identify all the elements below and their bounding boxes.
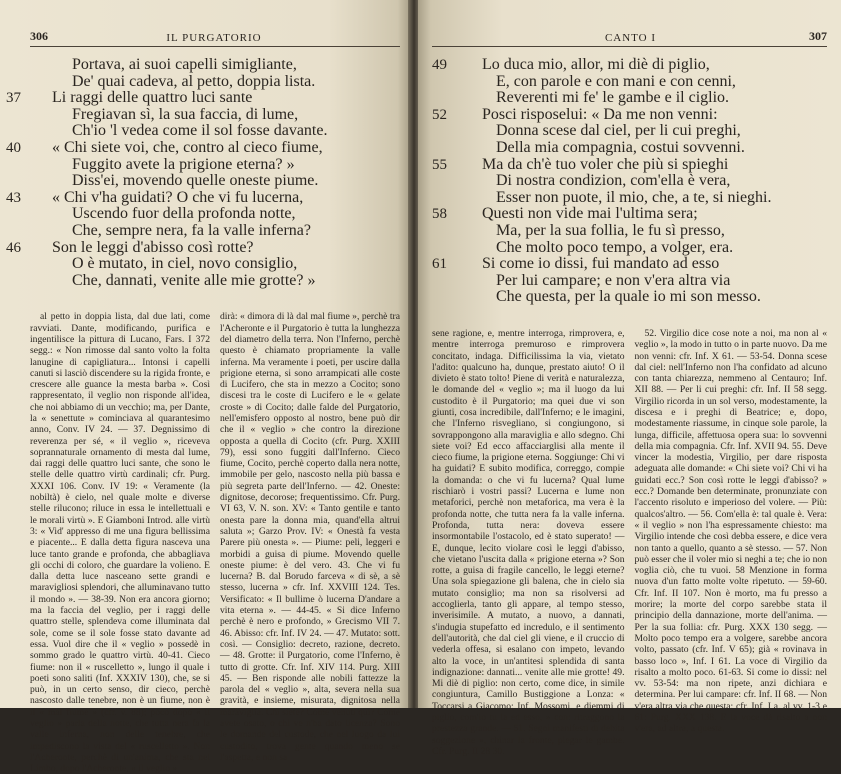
verse-text: Posci risposelui: « Da me non venni: <box>482 105 718 123</box>
verses-left <box>6 56 400 289</box>
verse-text: « Chi v'ha guidati? O che vi fu lucerna, <box>52 188 304 206</box>
verse-number: 43 <box>6 189 21 206</box>
verse-line <box>30 273 400 290</box>
verse-text: Che questa, per la quale io mi son messo. <box>496 288 761 306</box>
verse-line <box>30 157 400 174</box>
verse-text: Fuggito avete la prigione eterna? » <box>72 155 295 173</box>
verse-text: Questi non vide mai l'ultima sera; <box>482 205 698 223</box>
verse-number: 49 <box>432 57 447 73</box>
commentary-text: sene ragione, e, mentre interroga, rimprovera, e, mentre interroga premuroso e rimprovera concitato, indaga. Difficilissima la via, vietato l'adito: qualcuno ha, dunque, prestato aiuto! O il divieto è stato tolto! Piene di verità e naturalezza, le domande del « veglio »; ma il luogo da lui custodito è il Purgatorio; ma quei due vi son giunti, cosa incredibile, dall'Inferno; e le imagini, che l'Inferno risvegliano, si congiungono, si sovrappongono alla maraviglia e allo sdegno. Chi siete voi? Ed ecco affacciarglisi alla mente il cieco fiume, la prigione eterna. Soggiunge: Chi vi ha guidati? E subito modifica, correggo, compie la domanda: o che vi fu lucerna? Qual lume rischiarò i vostri passi? Lucerna e lume non metaforici, perchè non metaforica, ma vera è la profonda notte, che tutta nera fa la valle inferna. Profonda, tutta nera: doveva essere insormontabile l'ostacolo, ed è stato superato! — E, dunque, lecito violare così le leggi d'abisso, che vietano l'uscita dalla « prigione eterna »? Son rotte, a guisa di fragile cancello, le leggi eterne? Una sola spiegazione gli balena, che in cielo sia mutato consiglio; ma non sa risolversi ad accoglierla, tanto gli appare, al tempo stesso, inverisimile. A mutato, a nuovo, a dannati, s'indugia stupefatto ed incredulo, e il sentimento dell'autorità, che dal ciel gli viene, e il cruccio di vederla offesa, si esalano con impeto, levando alto la voce, in un'antitesi splendida di santa indignazione: dannati... venite alle mie grotte! 49. Mi diè di piglio: non certo, come dice, in simile congiuntura, Camillo Bustiggione a Lonza: « Toccarsi a Giacomo; Inf. Mossomi, e diemmi di piglio, com'io tu la ed esso, » con: ritraggono la prestezza grande. — 51. Segni manifesti di debita soggezione », chinar la fronte, piegar le gambe. Cfr. Purg. II 28 30. <box>432 327 625 757</box>
commentary-text: dirà: « dimora di là dal mal fiume », perchè tra l'Acheronte e il Purgatorio è tutta la lunghezza del diametro della terra. Non l'Inferno, perchè questo è chiamato propriamente la valle inferna. Ma veramente i poeti, per uscire dalla prigione eterna, si sono arrampicati alle coste di Lucifero, che sta in mezzo a Cocito; sono discesi tra le coste di Lucifero e le « gelate croste » di Cocito; dalle falde del Purgatorio, nell'emisfero opposto al nostro, bene può dir che il « veglio » che contro la direzione opposta a quella di Cocito (cfr. Purg. XXIII 79), essi sono fuggiti dall'Inferno. Cieco fiume, Cocito, perchè coperto dalla nera notte, immobile per gelo, nascosto nella più bassa e più segreta parte dell'Inferno. — 42. Oneste: dignitose, decorose; frequentissimo. Cfr. Purg. VI 63, V. N. son. XV: « Tanto gentile e tanto onesta pare la donna mia, quand'ella altrui saluta »; Garzo Prov. IV: « Onestà fa vesta Parere più onesta ». — Piume: peli, leggeri e morbidi a guisa di piume. Movendo quelle oneste piume: è del vero. 43. Che vi fu lucerna? B. dal Borudo farceva « di sè, a sè stesso, lucerna » cfr. Inf. XXVIII 124. Tes. Versificato: « Il bullime ò lucerna D'andare a vita eterna ». — 44-45. « Si dice Inferno perchè è nero e profondo, » Grecismo VII 7. 46. Abisso: cfr. Inf. IV 24. — 47. Mutato: sott. così. — Consiglio: decreto, razione, decreto. — 48. Grotte: il Purgatorio, come l'Inferno, è tutto di grotte. Cfr. Inf. XIV 114. Purg. XIII 45. — Ben risponde alle nobili fattezze la parola del « veglio », alta, severa nella sua gravità, e insieme, misurata, dignitosa nella maraviglia. Chi siete? Come venuti qui? Come avete osato, o chi ve n'ha dato licenza? Sono le domande del custode, che nel luogo da lui custodito, trova gente quando meno se l'aspetta, e non sa <box>220 311 400 763</box>
verse-text: Reverenti mi fe' le gambe e il ciglio. <box>496 89 730 107</box>
verse-line <box>432 90 827 107</box>
verse-line <box>432 240 827 257</box>
verse-text: Per lui campare; e non v'era altra via <box>496 271 731 289</box>
commentary-right <box>432 327 827 757</box>
running-title-right: CANTO I <box>604 32 657 44</box>
verse-number: 46 <box>6 239 21 256</box>
verse-line <box>6 89 400 107</box>
verse-text: Che molto poco tempo, a volger, era. <box>496 238 734 256</box>
commentary-column <box>220 311 400 763</box>
verse-text: Ch'io 'l vedea come il sol fosse davante. <box>72 122 328 140</box>
verse-line <box>432 140 827 157</box>
verse-line <box>30 123 400 140</box>
verse-number: 37 <box>6 90 21 107</box>
verse-line <box>432 173 827 190</box>
commentary-text: 52. Virgilio dice cose note a noi, ma non al « veglio », la modo in tutto o in parte nuovo. Da me non venni: cfr. Inf. X 61. — 53-54. Donna scese dal ciel: nell'Inferno non l'ha confidato ad alcuno con tanta chiarezza, nemmeno al Centauro; Inf. XII 88. — Per li cui preghi: cfr. Inf. II 58 segg. Virgilio ricorda in un sol verso, modestamente, la discesa e i preghi di Beatrice; e, dopo, modestamente riassume, in cinque sole parole, la lunga, difficile, affettuosa opera sua: lo sovvenni della mia compagnia. Cfr. Inf. XVII 94. 55. Deve vincer la modestia, Virgilio, per dare risposta adeguata alle domande: « Chi siete voi? Chi vi ha guidati ecc.? Son così rotte le leggi d'abisso? » ecc.? Domande ben determinate, pronunziate con l'accento risoluto e imperioso del volere. — Più: qualcos'altro. — 56. Com'ella è: tal quale è. Vera: « il veglio » non l'ha espressamente chiesto: ma Virgilio intende che così debba essere, e dice vera non tanto a quello, quanto a sè stesso. — 57. Non può esser che il voler mio si neghi a te; che io non voglia ciò, che tu vuoi. 58 Menzione in forma nuova d'un fatto molte volte ripetuto. — 59-60. Cfr. Inf. II 107. Non è morto, ma fu presso a morire; la morte del corpo sarebbe stata il principio della dannazione, morte dell'anima. — Per la sua follia: cfr. Purg. XXX 130 segg. — Molto poco tempo era a volgere, sarebbe ancora volto, passato (cfr. Inf. V 65); già « rovinava in basso loco », Inf. I 61. La voce di Virgilio da risalto a molto poco. 61-63. Si come io dissi: nel vv. 53-54: ma non ripete, anzi dichiara e determina. Per lui campare: cfr. Inf. II 68. — Non v'era altra via che questa: cfr. Inf. I a. al vv. 1-3 e 61: Purg. XXX 138. E la voce dà risalto a non v'era, ad altra, a questa. <box>634 327 827 735</box>
verse-text: Di nostra condizion, com'ella è vera, <box>496 172 731 190</box>
verse-text: Fregiavan sì, la sua faccia, di lume, <box>72 105 299 123</box>
verse-number: 55 <box>432 156 447 173</box>
verse-line <box>6 138 400 157</box>
verse-line <box>432 57 827 74</box>
verse-line <box>432 256 827 273</box>
verse-line <box>30 206 400 223</box>
verse-line <box>30 74 400 91</box>
verse-text: Ma da ch'è tuo voler che più si spieghi <box>482 155 729 173</box>
verse-number: 52 <box>432 106 447 123</box>
verse-text: Della mia compagnia, costui sovvenni. <box>496 138 745 156</box>
verse-line <box>30 107 400 124</box>
page-number-left: 306 <box>30 29 48 43</box>
verse-text: Son le leggi d'abisso così rotte? <box>52 238 254 256</box>
verse-text: Ma, per la sua follia, le fu sì presso, <box>496 221 725 239</box>
verses-right <box>432 57 827 306</box>
left-page-header <box>30 18 400 47</box>
verse-text: Si come io dissi, fui mandato ad esso <box>482 255 720 273</box>
commentary-column <box>30 311 210 774</box>
verse-text: « Chi siete voi, che, contro al cieco fiume, <box>52 138 323 156</box>
commentary-column <box>432 327 625 757</box>
running-title-left: IL PURGATORIO <box>166 32 262 44</box>
verse-line <box>6 188 400 207</box>
page-number-right: 307 <box>808 29 827 43</box>
left-page <box>0 0 410 774</box>
verse-number: 61 <box>432 256 447 273</box>
verse-line <box>30 57 400 74</box>
verse-line <box>432 74 827 91</box>
verse-text: Lo duca mio, allor, mi diè di piglio, <box>482 56 710 73</box>
verse-number: 58 <box>432 206 447 223</box>
commentary-text: al petto in doppia lista, dal due lati, come ravviati. Dante, modificando, purifica e ingentilisce la pittura di Lucano, Fars. I 372 segg.: « Non rimosse dal santo volto la folta lanugine di capigliatura... Intonsi i capelli canuti si lasciò discendere su la rigida fronte, e crescere alle guance la mesta barba ». Così rappresentato, il veglio non risponde all'idea, che noi abbiamo di un vecchio; ma, per Dante, la « senettute » cominciava al quarantesimo anno, Conv. IV 24. — 37. Degnissimo di reverenza per sé, « il veglio », riceveva soprannaturale ornamento di mesta dal lume, dai raggi delle quattro luci sante, che sono le stelle delle quattro virtù cardinali; cfr. Purg. XXXI 106. Conv. IV 19: « Veramente (la nobiltà) è cielo, nel quale molte e diverse stelle rilucono; riluce in essa le intellettuali e le morali virtù ». E Giamboni Introd. alle virtù 3: « Vid' appresso di me una figura bellissima e piacente... E dalla detta figura nasceva una luce tanto grande e profonda, che abbagliava gli occhi di coloro, che guardare la volieno. E dalla detta luce nasceano sette grandi e maravigliosi splendori, che alluminavano tutto il mondo ». — 38-39. Non era ancora giorno; ma la faccia del veglio, per i raggi delle quattro stelle, splendeva come illuminata dal sole, come se il sole fosse stato davante ad essa. Vuol dire che il « veglio » possedè in sommo grado le quattro virtù. 40-41. Cieco fiume: non il « ruscelletto », lungo il quale i poeti sono saliti (Inf. XXXIV 130), che, se si può, in un certo senso, dir cieco, perchè nascosto dalle tenebre, non è un fiume, non è il « mal fiume » (cfr. v. 88); poco dopo « il veglio » parla della notte, che tutta nera fa la valle inferna, non delle tenebre, che impediscono la vista del « ruscelletto ». Non l'Acheronte, perchè di un'anima, che sta nel Limbo, dopo l'Acheronte, « il veglio » <box>30 311 210 774</box>
verse-text: Che, dannati, venite alle mie grotte? » <box>72 271 316 289</box>
verse-line <box>432 206 827 223</box>
verse-line <box>30 256 400 273</box>
verse-line <box>432 223 827 240</box>
verse-text: Li raggi delle quattro luci sante <box>52 89 253 107</box>
verse-text: Che, sempre nera, fa la valle inferna? <box>72 221 311 239</box>
verse-text: Portava, ai suoi capelli simigliante, <box>72 56 297 73</box>
verse-line <box>432 107 827 124</box>
verse-line <box>30 173 400 190</box>
verse-text: Donna scese dal ciel, per li cui preghi, <box>496 122 741 140</box>
verse-line <box>432 190 827 207</box>
verse-line <box>6 238 400 257</box>
verse-number: 40 <box>6 139 21 156</box>
verse-line <box>432 157 827 174</box>
verse-text: De' quai cadeva, al petto, doppia lista. <box>72 72 316 90</box>
verse-text: Diss'ei, movendo quelle oneste piume. <box>72 172 319 190</box>
verse-text: E, con parole e con mani e con cenni, <box>496 72 736 90</box>
verse-line <box>432 273 827 290</box>
right-page-header <box>432 18 827 47</box>
right-page <box>418 0 841 757</box>
commentary-left <box>30 311 400 774</box>
verse-line <box>432 289 827 306</box>
verse-text: Esser non puote, il mio, che, a te, si nieghi. <box>496 188 772 206</box>
commentary-column <box>635 328 828 748</box>
verse-text: Uscendo fuor della profonda notte, <box>72 205 296 223</box>
verse-line <box>432 123 827 140</box>
verse-line <box>30 223 400 240</box>
verse-text: O è mutato, in ciel, novo consiglio, <box>72 255 298 273</box>
